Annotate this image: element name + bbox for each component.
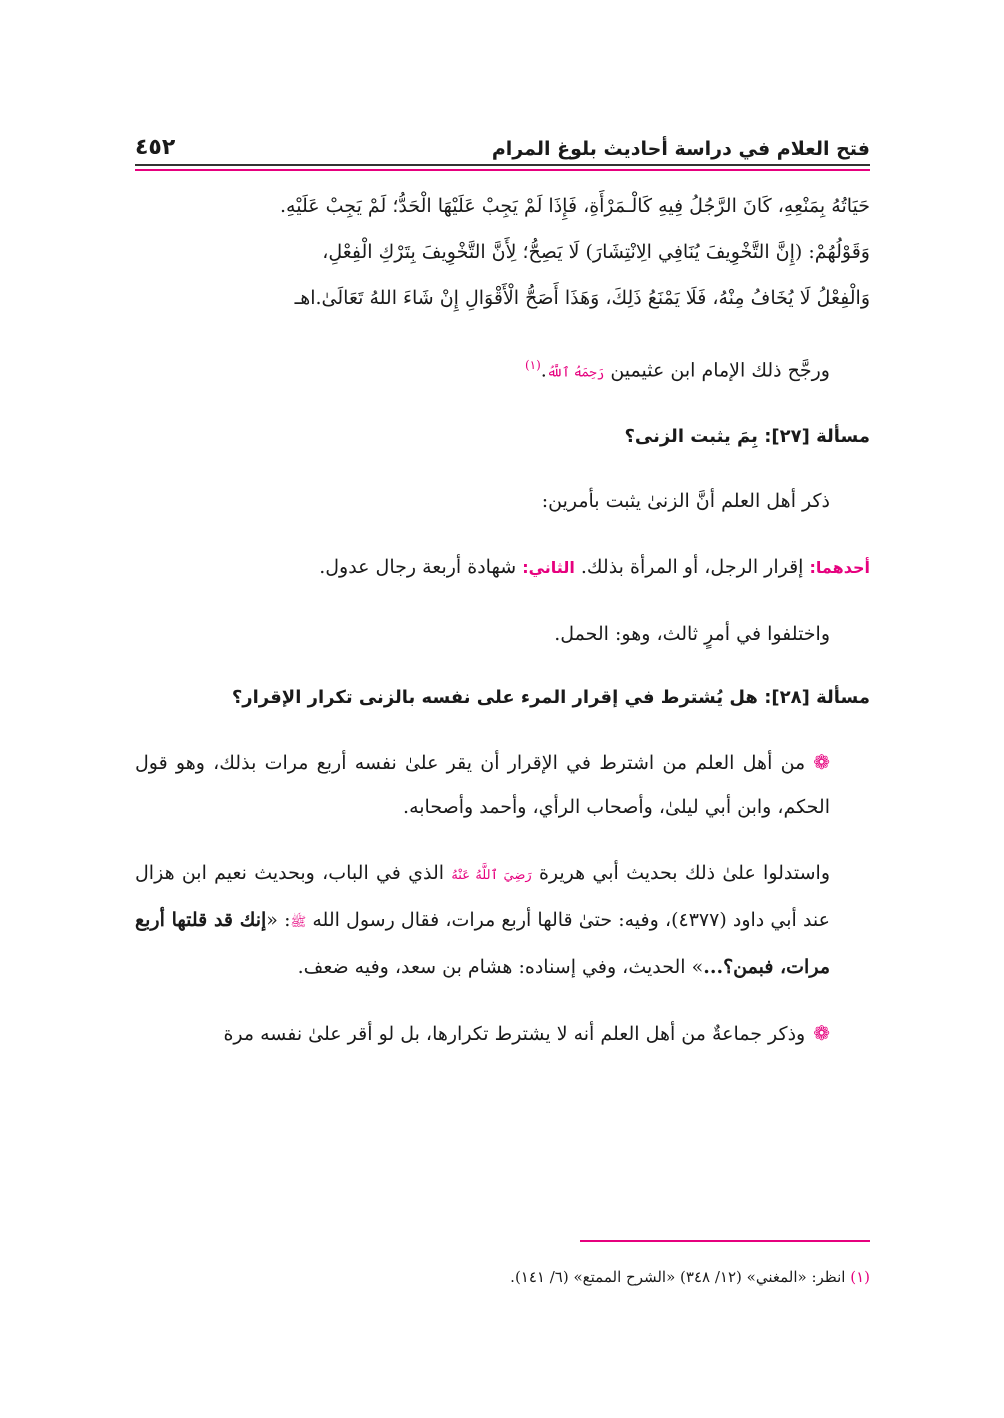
third-matter-paragraph: واختلفوا في أمرٍ ثالث، وهو: الحمل. bbox=[554, 623, 830, 646]
intro-paragraph: ذكر أهل العلم أنَّ الزنىٰ يثبت بأمرين: bbox=[541, 490, 830, 513]
second-text: شهادة أربعة رجال عدول. bbox=[319, 556, 517, 579]
issue-28-label: مسألة [٢٨]: bbox=[764, 687, 870, 709]
opinion-1-paragraph bbox=[135, 740, 870, 829]
issue-27-label: مسألة [٢٧]: bbox=[764, 426, 870, 448]
preference-text: ورجَّح ذلك الإمام ابن عثيمين bbox=[610, 359, 830, 382]
footnote-text: انظر: «المغني» (١٢/ ٣٤٨) «الشرح الممتع» (٦/ ١٤١). bbox=[510, 1268, 846, 1286]
footnote-reference[interactable]: (١) bbox=[524, 358, 541, 372]
honorific-mark: رَضِيَ ٱللَّهُ عَنْهُ bbox=[451, 868, 532, 884]
evidence-part-1: واستدلوا علىٰ ذلك بحديث أبي هريرة bbox=[538, 862, 831, 885]
page-number: ٤٥٢ bbox=[135, 135, 176, 160]
honorific-mark: رَحِمَهُ ٱللَّهُ bbox=[546, 365, 605, 381]
book-title: فتح العلام في دراسة أحاديث بلوغ المرام bbox=[491, 138, 870, 160]
preference-end: . bbox=[540, 359, 547, 382]
opinion-2-paragraph bbox=[135, 1011, 870, 1056]
footnote-divider bbox=[580, 1240, 870, 1242]
header-divider bbox=[135, 169, 870, 171]
footnote-number: (١) bbox=[850, 1268, 870, 1286]
quote-line-2: وَقَوْلُهُمْ: (إِنَّ التَّخْوِيفَ يُنَافِي الِانْتِشَارَ) لَا يَصِحُّ؛ لِأَنَّ التَّخْوِيفَ بِتَرْكِ الْفِعْلِ، bbox=[322, 241, 870, 263]
quote-line-1: حَيَاتُهُ بِمَنْعِهِ، كَانَ الرَّجُلُ فِيهِ كَالْـمَرْأَةِ، فَإِذَا لَمْ يَجِبْ عَلَيْهَا الْحَدُّ؛ لَمْ يَجِبْ عَلَيْهِ. bbox=[280, 195, 870, 217]
quoted-text bbox=[135, 183, 870, 321]
evidence-paragraph bbox=[135, 851, 870, 989]
first-text: إقرار الرجل، أو المرأة بذلك. bbox=[580, 556, 804, 579]
opinion-2-text: وذكر جماعةٌ من أهل العلم أنه لا يشترط تكرارها، بل لو أقر علىٰ نفسه مرة bbox=[223, 1023, 806, 1046]
preference-paragraph bbox=[135, 343, 870, 395]
issue-28-heading bbox=[135, 678, 870, 718]
evidence-part-4: » الحديث، وفي إسناده: هشام بن سعد، وفيه ضعف. bbox=[297, 956, 704, 979]
issue-27-title: بِمَ يثبت الزنى؟ bbox=[624, 426, 758, 448]
first-label: أحدهما: bbox=[809, 558, 870, 578]
second-label: الثاني: bbox=[522, 558, 575, 578]
evidence-part-3: : « bbox=[266, 909, 291, 932]
page-body bbox=[135, 120, 870, 1056]
flower-bullet-icon: ❁ bbox=[813, 1021, 830, 1046]
hadith-quote: إنك قد قلتها أربع مرات، فبمن؟... bbox=[135, 909, 830, 979]
opinion-1-text: من أهل العلم من اشترط في الإقرار أن يقر علىٰ نفسه أربع مرات بذلك، وهو قول الحكم، وابن أبي ليلىٰ، وأصحاب الرأي، وأحمد وأصحابه. bbox=[135, 752, 830, 819]
honorific-mark: ﷺ bbox=[290, 915, 307, 931]
page-header bbox=[135, 120, 870, 166]
flower-bullet-icon: ❁ bbox=[813, 750, 830, 775]
quote-line-3: وَالْفِعْلُ لَا يُخَافُ مِنْهُ، فَلَا يَمْنَعُ ذَلِكَ، وَهَذَا أَصَحُّ الْأَقْوَالِ إِنْ شَاءَ اللهُ تَعَالَىٰ.اهـ bbox=[294, 287, 870, 309]
evidence-part-2: الذي في الباب، وبحديث نعيم ابن هزال عند أبي داود (٤٣٧٧)، وفيه: حتىٰ قالها أربع مرات، فقال رسول الله bbox=[135, 862, 830, 932]
footnote bbox=[510, 1268, 870, 1286]
issue-27-heading bbox=[135, 417, 870, 457]
two-matters-paragraph bbox=[135, 545, 870, 590]
issue-28-title: هل يُشترط في إقرار المرء على نفسه بالزنى تكرار الإقرار؟ bbox=[231, 687, 758, 709]
